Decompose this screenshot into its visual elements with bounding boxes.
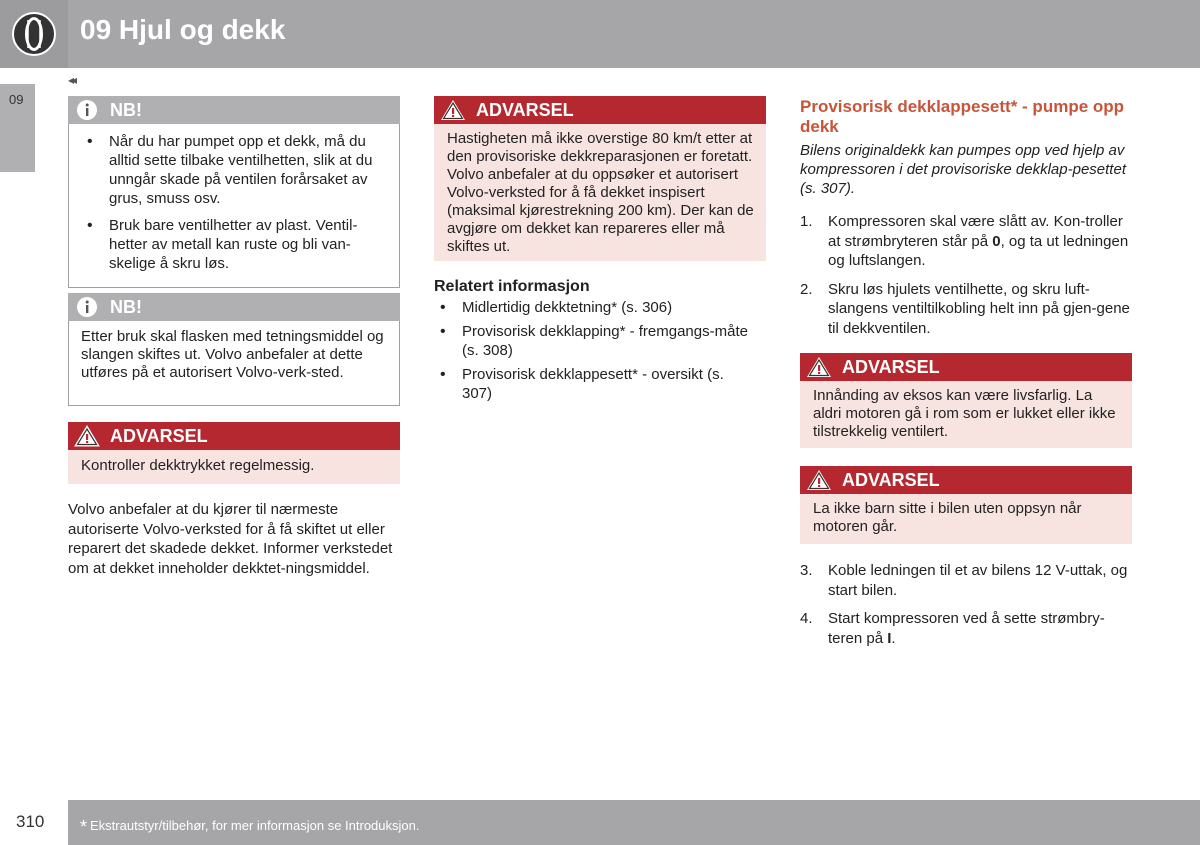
footnote-star: * <box>80 817 88 837</box>
warning-label: ADVARSEL <box>842 356 940 377</box>
step-item <box>800 561 1130 600</box>
warning-box-1 <box>68 422 400 484</box>
footnote-text: Ekstrautstyr/tilbehør, for mer informasjon se Introduksjon. <box>90 818 420 833</box>
warning-triangle-icon <box>800 353 838 381</box>
footer-bar <box>68 800 1200 845</box>
related-link[interactable]: • Provisorisk dekklappesett* - oversikt (s. 307) <box>434 365 754 403</box>
step-item <box>800 212 1130 271</box>
warning-box-exhaust <box>800 353 1132 448</box>
step-text: Kompressoren skal være slått av. Kon-troller at strømbryteren står på 0, og ta ut ledningen og luftslangen. <box>828 213 1129 269</box>
step-number: 4. <box>800 610 813 627</box>
footnote <box>80 814 419 835</box>
note-box-2 <box>68 293 400 406</box>
related-link[interactable]: • Midlertidig dekktetning* (s. 306) <box>434 298 754 317</box>
note-label: NB! <box>110 99 142 120</box>
step-item <box>800 609 1130 648</box>
step-item <box>800 280 1130 339</box>
info-icon <box>68 96 106 124</box>
warning-label: ADVARSEL <box>110 425 208 446</box>
list-item: • Bruk bare ventilhetter av plast. Ventil-hetter av metall kan ruste og bli van-skelige å skru løs. <box>81 216 387 273</box>
list-item: • Når du har pumpet opp et dekk, må du alltid sette tilbake ventilhetten, slik at du unngår skade på ventilen forårsaket av grus, smuss osv. <box>81 132 387 208</box>
note-box-1 <box>68 96 400 288</box>
tire-icon <box>10 10 58 58</box>
warning-label: ADVARSEL <box>476 99 574 120</box>
chapter-icon-box <box>0 0 68 68</box>
chapter-tab[interactable] <box>0 84 35 172</box>
note-header <box>68 293 400 321</box>
warning-body: Innånding av eksos kan være livsfarlig. La aldri motoren gå i rom som er lukket eller ikke tilstrekkelig ventilert. <box>800 381 1132 448</box>
info-icon <box>68 293 106 321</box>
related-heading: Relatert informasjon <box>434 278 590 295</box>
section-intro: Bilens originaldekk kan pumpes opp ved hjelp av kompressoren i det provisoriske dekklap-pesettet (s. 307). <box>800 142 1126 197</box>
note-body: Etter bruk skal flasken med tetningsmiddel og slangen skiftes ut. Volvo anbefaler at dette utføres på et autorisert Volvo-verk-sted. <box>68 321 400 406</box>
warning-triangle-icon <box>434 96 472 124</box>
note-body <box>68 124 400 288</box>
chapter-title: 09 Hjul og dekk <box>80 14 286 45</box>
step-number: 1. <box>800 213 813 230</box>
page-footer <box>0 800 1200 845</box>
warning-header <box>800 466 1132 494</box>
related-list <box>434 298 754 408</box>
section-title: Provisorisk dekklappesett* - pumpe opp dekk <box>800 97 1125 136</box>
warning-triangle-icon <box>68 422 106 450</box>
warning-triangle-icon <box>800 466 838 494</box>
steps-list-b <box>800 561 1130 648</box>
warning-box-children <box>800 466 1132 544</box>
page-header <box>0 0 1200 68</box>
step-number: 2. <box>800 280 813 298</box>
steps-list-a <box>800 212 1130 338</box>
warning-header <box>434 96 766 124</box>
step-text: Koble ledningen til et av bilens 12 V-uttak, og start bilen. <box>828 562 1128 599</box>
chapter-tab-label: 09 <box>9 92 24 107</box>
warning-box-speed <box>434 96 766 261</box>
note-label: NB! <box>110 296 142 317</box>
warning-header <box>68 422 400 450</box>
warning-header <box>800 353 1132 381</box>
page-number: 310 <box>16 812 45 831</box>
note-header <box>68 96 400 124</box>
body-paragraph: Volvo anbefaler at du kjører til nærmeste autoriserte Volvo-verksted for å få skiftet ut eller reparert det skadede dekket. Informer verkstedet om at dekket inneholder dekktet-ningsmiddel. <box>68 501 393 577</box>
step-number: 3. <box>800 562 813 579</box>
footer-page-box <box>0 800 68 845</box>
warning-body: Hastigheten må ikke overstige 80 km/t etter at den provisoriske dekkreparasjonen er foretatt. Volvo anbefaler at du oppsøker et autorisert Volvo-verksted for å få dekket inspisert (maksimal kjørestrekning 200 km). Der kan de avgjøre om dekket kan repareres eller må skiftes ut. <box>434 124 766 261</box>
step-text: Skru løs hjulets ventilhette, og skru luft-slangens ventiltilkobling helt inn på gjen-gene til dekkventilen. <box>828 280 1130 337</box>
related-link[interactable]: • Provisorisk dekklapping* - fremgangs-måte (s. 308) <box>434 322 754 360</box>
back-arrows-icon[interactable]: ◂◂ <box>68 73 75 87</box>
warning-body: Kontroller dekktrykket regelmessig. <box>68 450 400 484</box>
step-text: Start kompressoren ved å sette strømbry-teren på I. <box>828 610 1105 647</box>
warning-label: ADVARSEL <box>842 469 940 490</box>
warning-body: La ikke barn sitte i bilen uten oppsyn når motoren går. <box>800 494 1132 544</box>
